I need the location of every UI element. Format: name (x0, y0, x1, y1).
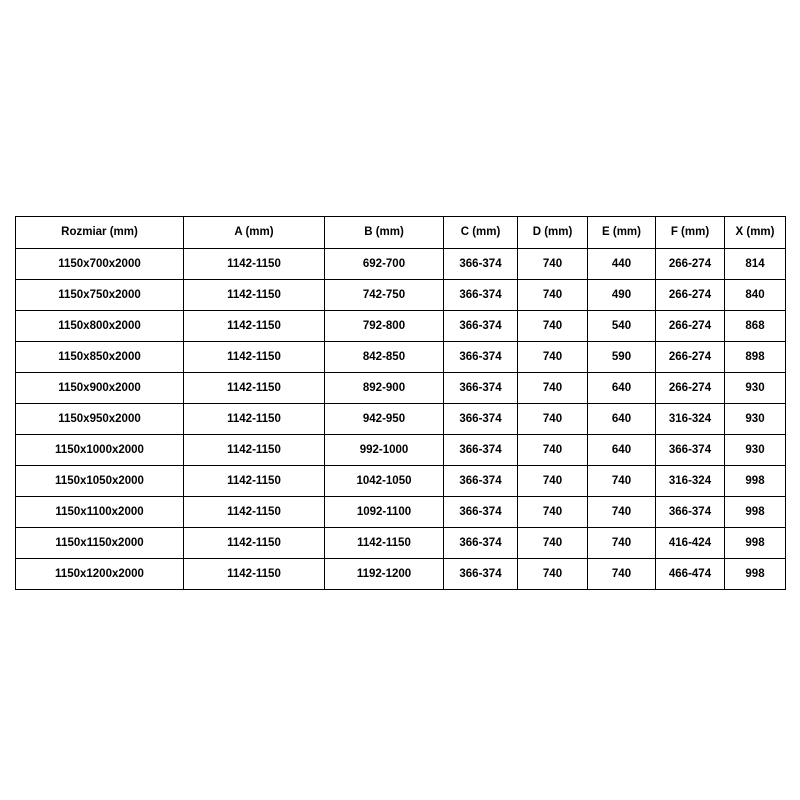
column-header-f: F (mm) (656, 217, 725, 249)
cell-b: 742-750 (325, 280, 444, 311)
cell-a: 1142-1150 (184, 466, 325, 497)
cell-a: 1142-1150 (184, 249, 325, 280)
cell-x: 998 (725, 466, 786, 497)
cell-e: 490 (588, 280, 656, 311)
cell-b: 1092-1100 (325, 497, 444, 528)
column-header-a: A (mm) (184, 217, 325, 249)
cell-x: 930 (725, 404, 786, 435)
cell-b: 1042-1050 (325, 466, 444, 497)
cell-d: 740 (518, 435, 588, 466)
cell-b: 1142-1150 (325, 528, 444, 559)
table-row (16, 373, 786, 404)
cell-c: 366-374 (444, 404, 518, 435)
cell-b: 942-950 (325, 404, 444, 435)
cell-f: 266-274 (656, 280, 725, 311)
cell-d: 740 (518, 528, 588, 559)
cell-a: 1142-1150 (184, 342, 325, 373)
cell-a: 1142-1150 (184, 435, 325, 466)
cell-d: 740 (518, 311, 588, 342)
cell-x: 868 (725, 311, 786, 342)
cell-d: 740 (518, 342, 588, 373)
cell-a: 1142-1150 (184, 373, 325, 404)
table-row (16, 280, 786, 311)
table-row (16, 466, 786, 497)
cell-e: 640 (588, 435, 656, 466)
cell-c: 366-374 (444, 373, 518, 404)
cell-rozmiar: 1150x750x2000 (16, 280, 184, 311)
column-header-d: D (mm) (518, 217, 588, 249)
cell-e: 740 (588, 528, 656, 559)
cell-d: 740 (518, 404, 588, 435)
cell-c: 366-374 (444, 342, 518, 373)
cell-c: 366-374 (444, 280, 518, 311)
table-row (16, 311, 786, 342)
cell-f: 416-424 (656, 528, 725, 559)
cell-rozmiar: 1150x1200x2000 (16, 559, 184, 590)
table-row (16, 559, 786, 590)
cell-d: 740 (518, 466, 588, 497)
table-row (16, 528, 786, 559)
table-row (16, 435, 786, 466)
specification-table (15, 216, 786, 590)
cell-f: 316-324 (656, 404, 725, 435)
cell-x: 998 (725, 528, 786, 559)
cell-b: 842-850 (325, 342, 444, 373)
cell-d: 740 (518, 249, 588, 280)
cell-f: 266-274 (656, 249, 725, 280)
cell-c: 366-374 (444, 466, 518, 497)
cell-x: 998 (725, 497, 786, 528)
cell-f: 366-374 (656, 435, 725, 466)
column-header-c: C (mm) (444, 217, 518, 249)
cell-d: 740 (518, 373, 588, 404)
table-header (16, 217, 786, 249)
table-body (16, 249, 786, 590)
cell-f: 266-274 (656, 342, 725, 373)
cell-c: 366-374 (444, 435, 518, 466)
cell-rozmiar: 1150x800x2000 (16, 311, 184, 342)
cell-a: 1142-1150 (184, 311, 325, 342)
cell-b: 992-1000 (325, 435, 444, 466)
cell-e: 590 (588, 342, 656, 373)
cell-c: 366-374 (444, 528, 518, 559)
cell-d: 740 (518, 559, 588, 590)
cell-a: 1142-1150 (184, 528, 325, 559)
cell-rozmiar: 1150x1150x2000 (16, 528, 184, 559)
cell-e: 640 (588, 404, 656, 435)
cell-rozmiar: 1150x850x2000 (16, 342, 184, 373)
cell-f: 466-474 (656, 559, 725, 590)
cell-e: 440 (588, 249, 656, 280)
cell-d: 740 (518, 497, 588, 528)
cell-a: 1142-1150 (184, 404, 325, 435)
table-row (16, 404, 786, 435)
cell-x: 930 (725, 435, 786, 466)
cell-x: 814 (725, 249, 786, 280)
cell-rozmiar: 1150x900x2000 (16, 373, 184, 404)
cell-x: 998 (725, 559, 786, 590)
cell-rozmiar: 1150x700x2000 (16, 249, 184, 280)
cell-x: 930 (725, 373, 786, 404)
cell-rozmiar: 1150x1000x2000 (16, 435, 184, 466)
cell-f: 266-274 (656, 373, 725, 404)
cell-x: 898 (725, 342, 786, 373)
column-header-rozmiar: Rozmiar (mm) (16, 217, 184, 249)
cell-f: 366-374 (656, 497, 725, 528)
cell-f: 316-324 (656, 466, 725, 497)
table-row (16, 249, 786, 280)
cell-e: 740 (588, 497, 656, 528)
cell-a: 1142-1150 (184, 497, 325, 528)
cell-d: 740 (518, 280, 588, 311)
specification-table-container (15, 216, 785, 590)
cell-rozmiar: 1150x950x2000 (16, 404, 184, 435)
table-row (16, 342, 786, 373)
column-header-b: B (mm) (325, 217, 444, 249)
column-header-e: E (mm) (588, 217, 656, 249)
cell-e: 740 (588, 466, 656, 497)
cell-c: 366-374 (444, 559, 518, 590)
table-row (16, 497, 786, 528)
column-header-x: X (mm) (725, 217, 786, 249)
cell-b: 1192-1200 (325, 559, 444, 590)
cell-b: 892-900 (325, 373, 444, 404)
cell-e: 740 (588, 559, 656, 590)
cell-a: 1142-1150 (184, 280, 325, 311)
cell-x: 840 (725, 280, 786, 311)
cell-a: 1142-1150 (184, 559, 325, 590)
cell-e: 540 (588, 311, 656, 342)
table-header-row (16, 217, 786, 249)
cell-b: 792-800 (325, 311, 444, 342)
cell-c: 366-374 (444, 249, 518, 280)
cell-f: 266-274 (656, 311, 725, 342)
cell-e: 640 (588, 373, 656, 404)
cell-rozmiar: 1150x1050x2000 (16, 466, 184, 497)
cell-c: 366-374 (444, 497, 518, 528)
cell-b: 692-700 (325, 249, 444, 280)
cell-c: 366-374 (444, 311, 518, 342)
cell-rozmiar: 1150x1100x2000 (16, 497, 184, 528)
